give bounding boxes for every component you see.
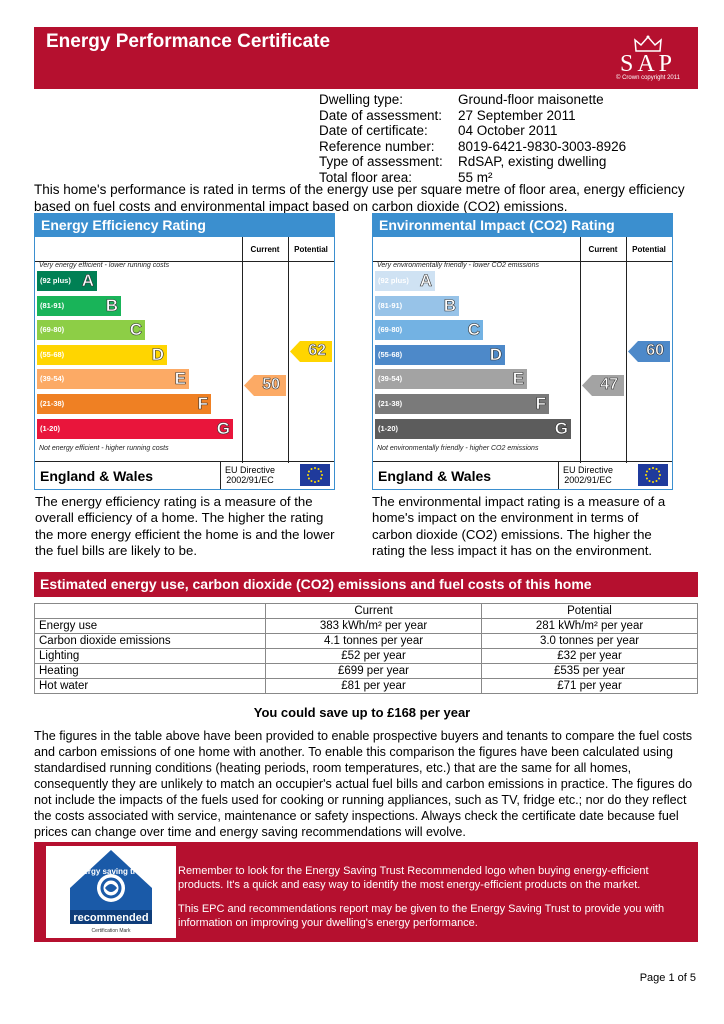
band-letter: G (216, 418, 230, 438)
rating-band-g (37, 419, 233, 439)
potential-header: Potential (482, 604, 698, 619)
row-label: Lighting (35, 649, 266, 664)
property-details (319, 92, 626, 186)
rating-band-a (375, 271, 435, 291)
table-row (35, 664, 698, 679)
row-current: 4.1 tonnes per year (266, 634, 482, 649)
band-range: (1-20) (378, 423, 399, 433)
band-range: (81-91) (378, 300, 403, 310)
rating-band-d (375, 345, 505, 365)
svg-text:recommended: recommended (73, 912, 149, 924)
property-value: 04 October 2011 (458, 123, 558, 139)
table-row (35, 619, 698, 634)
eu-flag-icon (300, 464, 330, 486)
rating-band-f (375, 394, 549, 414)
figures-explanation: The figures in the table above have been provided to enable prospective buyers and tenants to compare the fuel costs and carbon emissions of one home with another. To enable this comparison the figures have been calculated using standardised running conditions (heating periods, room temperatures, etc.) that are the same for all homes, consequently they are unlikely to match an occupier's actual fuel bills and carbon emissions in practice. The figures do not include the impacts of the fuels used for cooking or running appliances, such as TV, fridge etc.; nor do they reflect the costs associated with service, maintenance or safety inspections. Always check the certificate date because fuel prices can change over time and energy saving recommendations will evolve. (34, 729, 693, 839)
property-row (319, 139, 626, 155)
environmental-bottom-note: Not environmentally friendly - higher CO2 emissions (377, 445, 539, 452)
sap-copyright: © Crown copyright 2011 (615, 75, 680, 81)
band-range: (55-68) (378, 349, 403, 359)
band-letter: F (535, 394, 546, 413)
band-range: (55-68) (40, 349, 65, 359)
potential-rating-arrow (628, 341, 670, 362)
row-label: Energy use (35, 619, 266, 634)
property-row (319, 154, 626, 170)
row-current: 383 kWh/m² per year (266, 619, 482, 634)
environmental-impact-panel (372, 213, 673, 490)
est-paragraph-1: Remember to look for the Energy Saving Trust Recommended logo when buying energy-efficient products. It's a quick and easy way to identify the most energy-efficient products on the market. (178, 865, 649, 891)
band-letter: A (81, 271, 94, 290)
row-current: £52 per year (266, 649, 482, 664)
property-value: RdSAP, existing dwelling (458, 154, 607, 170)
band-range: (21-38) (40, 399, 65, 408)
eu-directive: EU Directive 2002/91/EC (563, 465, 614, 485)
region-label: England & Wales (378, 468, 492, 484)
current-column-header: Current (250, 245, 280, 254)
band-letter: E (512, 369, 524, 389)
environmental-description: The environmental impact rating is a measure of a home's impact on the environment in terms of carbon dioxide (CO2) emissions. The higher the rating the less impact it has on the environment. (372, 494, 666, 559)
property-value: 27 September 2011 (458, 107, 576, 123)
current-rating-value: 47 (600, 376, 618, 394)
environmental-impact-title: Environmental Impact (CO2) Rating (373, 214, 672, 237)
band-letter: F (197, 394, 208, 413)
rating-band-g (375, 419, 571, 439)
band-letter: D (489, 344, 502, 364)
band-letter: A (419, 271, 432, 290)
row-potential: £71 per year (482, 679, 698, 694)
rating-band-d (37, 345, 167, 365)
row-potential: £32 per year (482, 649, 698, 664)
region-label: England & Wales (40, 468, 154, 484)
estimates-table (34, 603, 698, 694)
row-potential: £535 per year (482, 664, 698, 679)
row-label: Heating (35, 664, 266, 679)
potential-column-header: Potential (632, 245, 666, 254)
rating-band-b (375, 296, 459, 316)
band-letter: B (443, 295, 456, 315)
band-range: (21-38) (378, 399, 403, 408)
property-row (319, 92, 626, 108)
band-range: (92 plus) (40, 276, 71, 285)
eu-directive: EU Directive 2002/91/EC (225, 465, 276, 485)
savings-summary: You could save up to £168 per year (253, 705, 471, 720)
property-label: Reference number: (319, 138, 435, 154)
row-potential: 281 kWh/m² per year (482, 619, 698, 634)
property-label: Total floor area: (319, 169, 413, 185)
rating-band-c (37, 320, 145, 340)
table-row (35, 649, 698, 664)
energy-efficiency-panel (34, 213, 335, 490)
svg-text:energy saving trust: energy saving trust (74, 867, 148, 876)
row-label: Carbon dioxide emissions (35, 634, 266, 649)
band-range: (39-54) (40, 374, 65, 384)
band-range: (69-80) (378, 325, 403, 335)
potential-rating-arrow (290, 341, 332, 362)
environmental-top-note: Very environmentally friendly - lower CO2 emissions (377, 262, 539, 269)
performance-intro: This home's performance is rated in terms of the energy use per square metre of floor area, energy efficiency based on fuel costs and environmental impact based on carbon dioxide (CO2) emissions. (34, 182, 685, 214)
current-header: Current (266, 604, 482, 619)
property-row (319, 123, 626, 139)
rating-band-e (375, 369, 527, 389)
eu-flag-icon (638, 464, 668, 486)
environmental-footer (373, 461, 672, 489)
property-value: 8019-6421-9830-3003-8926 (458, 138, 627, 154)
est-paragraph-2: This EPC and recommendations report may be given to the Energy Saving Trust to provide you with information on improving your dwelling's energy performance. (178, 903, 665, 929)
row-current: £81 per year (266, 679, 482, 694)
certificate-header (34, 27, 698, 89)
energy-saving-trust-box (34, 842, 698, 942)
rating-band-b (37, 296, 121, 316)
efficiency-bottom-note: Not energy efficient - higher running costs (39, 445, 169, 452)
band-range: (69-80) (40, 325, 65, 335)
property-label: Type of assessment: (319, 154, 443, 170)
current-rating-value: 50 (262, 376, 280, 394)
rating-band-a (37, 271, 97, 291)
current-column-header: Current (588, 245, 618, 254)
band-range: (1-20) (40, 423, 61, 433)
table-row (35, 634, 698, 649)
band-letter: C (467, 320, 480, 340)
current-rating-arrow (244, 375, 286, 396)
property-row (319, 108, 626, 124)
energy-efficiency-title: Energy Efficiency Rating (35, 214, 334, 237)
rating-band-c (375, 320, 483, 340)
row-potential: 3.0 tonnes per year (482, 634, 698, 649)
property-label: Dwelling type: (319, 92, 404, 107)
property-label: Date of certificate: (319, 123, 428, 139)
property-label: Date of assessment: (319, 107, 443, 123)
page-title: Energy Performance Certificate (46, 31, 331, 52)
sap-logo (608, 35, 688, 87)
environmental-grid (373, 237, 672, 463)
potential-column-header: Potential (294, 245, 328, 254)
table-header-row (35, 604, 698, 619)
rating-band-f (37, 394, 211, 414)
band-letter: E (174, 369, 186, 389)
svg-text:Certification Mark: Certification Mark (91, 928, 131, 934)
sap-logo-text: SAP (619, 51, 677, 77)
potential-rating-value: 60 (646, 341, 664, 359)
efficiency-description: The energy efficiency rating is a measure of the overall efficiency of a home. The higher the rating the more energy efficient the home is and the lower the fuel bills are likely to be. (35, 494, 335, 559)
efficiency-footer (35, 461, 334, 489)
potential-rating-value: 62 (308, 341, 326, 359)
efficiency-grid (35, 237, 334, 463)
table-row (35, 679, 698, 694)
band-range: (39-54) (378, 374, 403, 384)
energy-saving-trust-logo (46, 846, 176, 938)
band-letter: B (105, 295, 118, 315)
estimates-title: Estimated energy use, carbon dioxide (CO2) emissions and fuel costs of this home (34, 572, 698, 597)
rating-band-e (37, 369, 189, 389)
row-label: Hot water (35, 679, 266, 694)
page-number: Page 1 of 5 (639, 972, 696, 984)
energy-saving-trust-text (178, 864, 694, 940)
property-value: 55 m² (458, 169, 493, 185)
current-rating-arrow (582, 375, 624, 396)
band-range: (92 plus) (378, 276, 409, 285)
band-letter: D (151, 344, 164, 364)
band-letter: G (554, 418, 568, 438)
band-letter: C (129, 320, 142, 340)
property-value: Ground-floor maisonette (458, 92, 604, 107)
row-current: £699 per year (266, 664, 482, 679)
efficiency-top-note: Very energy efficient - lower running costs (39, 262, 170, 269)
band-range: (81-91) (40, 300, 65, 310)
